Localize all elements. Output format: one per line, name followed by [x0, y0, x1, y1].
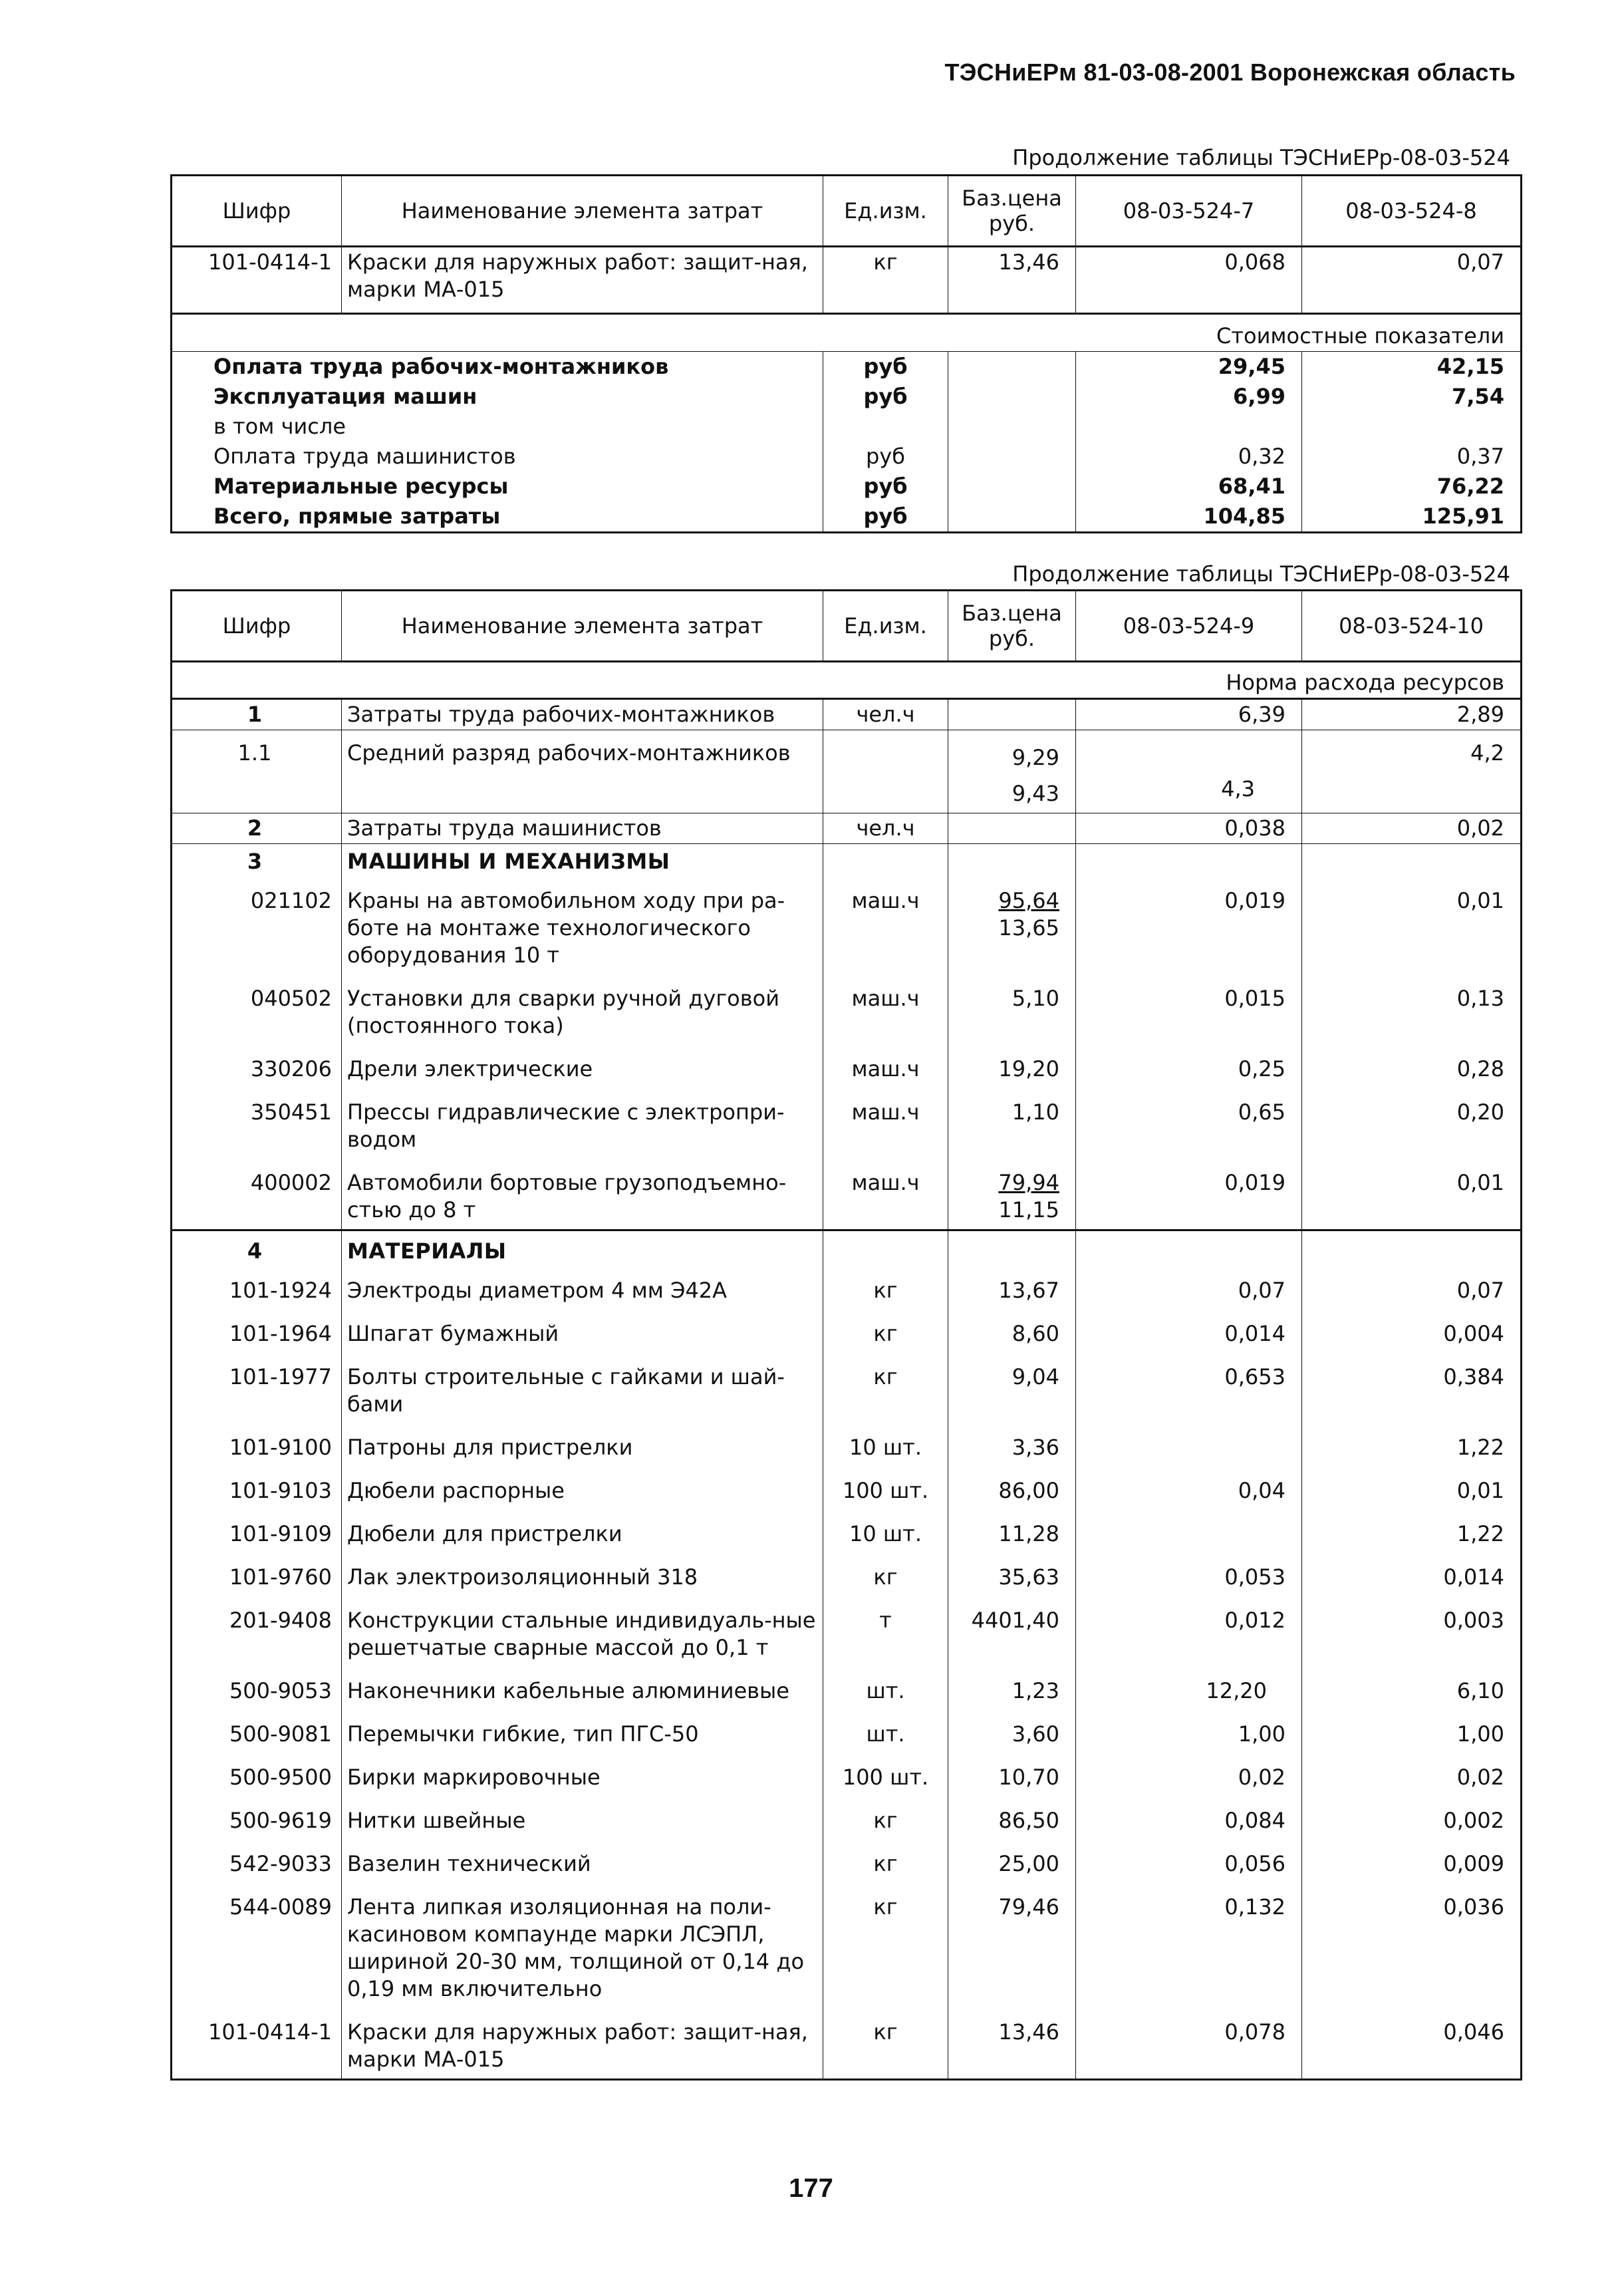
row-code: 101-0414-1 — [172, 2008, 342, 2080]
table2-continuation-caption: Продолжение таблицы ТЭСНиЕРр-08-03-524 — [1012, 561, 1510, 587]
cost-unit — [823, 412, 948, 442]
row-value-9 — [1076, 1423, 1302, 1467]
col-header-code: Шифр — [172, 176, 342, 247]
material-row — [172, 1423, 1522, 1467]
row-code: 500-9619 — [172, 1796, 342, 1840]
row-unit: 10 шт. — [823, 1423, 948, 1467]
row-price: 10,70 — [948, 1753, 1076, 1796]
row-code: 040502 — [172, 974, 342, 1045]
table-row — [172, 730, 1522, 813]
row-value-7: 0,068 — [1076, 247, 1302, 314]
row-name: Дрели электрические — [342, 1045, 823, 1088]
row-unit: шт. — [823, 1667, 948, 1710]
row-unit: шт. — [823, 1710, 948, 1753]
cost-name: Материальные ресурсы — [172, 472, 823, 502]
cost-value-8: 125,91 — [1302, 502, 1522, 533]
cost-value-8 — [1302, 412, 1522, 442]
section-number: 4 — [172, 1230, 342, 1267]
cost-value-8: 7,54 — [1302, 382, 1522, 412]
row-name: Лента липкая изоляционная на поли-касиновом компаунде марки ЛСЭПЛ, шириной 20-30 мм, толщиной от 0,14 до 0,19 мм включительно — [342, 1883, 823, 2008]
row-name: Установки для сварки ручной дуговой (постоянного тока) — [342, 974, 823, 1045]
row-value-9: 6,39 — [1076, 699, 1302, 730]
col-header-price: Баз.цена руб. — [948, 591, 1076, 662]
row-value-9: 0,014 — [1076, 1310, 1302, 1353]
material-row — [172, 1266, 1522, 1310]
cost-header-row — [172, 314, 1522, 352]
row-name: Бирки маркировочные — [342, 1753, 823, 1796]
row-code: 101-9100 — [172, 1423, 342, 1467]
norm-header: Норма расхода ресурсов — [1226, 670, 1504, 695]
row-price: 35,63 — [948, 1553, 1076, 1596]
row-price: 3,60 — [948, 1710, 1076, 1753]
row-value-9: 0,015 — [1076, 974, 1302, 1045]
row-code: 101-0414-1 — [172, 247, 342, 314]
section-title: МАТЕРИАЛЫ — [342, 1230, 823, 1267]
row-name: Шпагат бумажный — [342, 1310, 823, 1353]
cost-unit: руб — [823, 442, 948, 472]
row-code: 101-1924 — [172, 1266, 342, 1310]
row-code: 542-9033 — [172, 1840, 342, 1883]
row-price: 79,46 — [948, 1883, 1076, 2008]
row-name: Электроды диаметром 4 мм Э42А — [342, 1266, 823, 1310]
row-name: Средний разряд рабочих-монтажников — [342, 730, 823, 813]
row-value-8: 0,07 — [1302, 247, 1522, 314]
row-price: 5,10 — [948, 974, 1076, 1045]
material-row — [172, 1553, 1522, 1596]
col-header-code-7: 08-03-524-7 — [1076, 176, 1302, 247]
row-price: 9,04 — [948, 1353, 1076, 1423]
cost-name: Оплата труда машинистов — [172, 442, 823, 472]
row-price — [948, 877, 1076, 974]
col-header-name: Наименование элемента затрат — [342, 591, 823, 662]
row-value-10: 1,00 — [1302, 1710, 1522, 1753]
machine-row — [172, 1159, 1522, 1230]
cost-row — [172, 442, 1522, 472]
cost-row — [172, 352, 1522, 382]
row-code: 021102 — [172, 877, 342, 974]
row-value-9: 4,3 — [1076, 730, 1302, 813]
cost-header: Стоимостные показатели — [172, 314, 1522, 352]
section-number: 3 — [172, 844, 342, 877]
row-value-9: 0,038 — [1076, 813, 1302, 844]
row-code: 101-9109 — [172, 1510, 342, 1553]
row-unit: маш.ч — [823, 877, 948, 974]
row-unit: кг — [823, 2008, 948, 2080]
cost-price — [948, 502, 1076, 533]
row-value-9: 0,04 — [1076, 1467, 1302, 1510]
row-code: 350451 — [172, 1088, 342, 1159]
cost-row — [172, 472, 1522, 502]
row-code: 101-1977 — [172, 1353, 342, 1423]
row-code: 330206 — [172, 1045, 342, 1088]
row-value-10: 0,01 — [1302, 1159, 1522, 1230]
material-row — [172, 1883, 1522, 2008]
row-value-10: 0,009 — [1302, 1840, 1522, 1883]
cost-unit: руб — [823, 472, 948, 502]
row-name: Прессы гидравлические с электропри-водом — [342, 1088, 823, 1159]
row-price — [948, 1159, 1076, 1230]
price-secondary: 11,15 — [998, 1197, 1059, 1222]
page-number: 177 — [789, 2174, 833, 2203]
machine-row — [172, 1045, 1522, 1088]
row-value-10: 0,02 — [1302, 1753, 1522, 1796]
row-value-10: 0,046 — [1302, 2008, 1522, 2080]
row-unit — [823, 730, 948, 813]
row-name: Краски для наружных работ: защит-ная, марки МА-015 — [342, 2008, 823, 2080]
row-value-9: 0,084 — [1076, 1796, 1302, 1840]
row-name: Вазелин технический — [342, 1840, 823, 1883]
row-unit: чел.ч — [823, 699, 948, 730]
row-code: 101-1964 — [172, 1310, 342, 1353]
cost-unit: руб — [823, 352, 948, 382]
row-value-10: 0,003 — [1302, 1596, 1522, 1667]
row-value-10: 6,10 — [1302, 1667, 1522, 1710]
cost-unit: руб — [823, 502, 948, 533]
cost-value-8: 0,37 — [1302, 442, 1522, 472]
row-name: Автомобили бортовые грузоподъемно-стью до 8 т — [342, 1159, 823, 1230]
material-row — [172, 1467, 1522, 1510]
machine-row — [172, 877, 1522, 974]
cost-price — [948, 442, 1076, 472]
row-name: Затраты труда рабочих-монтажников — [342, 699, 823, 730]
row-name: Перемычки гибкие, тип ПГС-50 — [342, 1710, 823, 1753]
col-header-code-8: 08-03-524-8 — [1302, 176, 1522, 247]
row-unit: 100 шт. — [823, 1753, 948, 1796]
row-value-10: 0,13 — [1302, 974, 1522, 1045]
table1-resources — [170, 174, 1522, 533]
row-price — [948, 730, 1076, 813]
row-code: 2 — [172, 813, 342, 844]
row-code: 500-9500 — [172, 1753, 342, 1796]
row-name: Дюбели для пристрелки — [342, 1510, 823, 1553]
row-name: Наконечники кабельные алюминиевые — [342, 1667, 823, 1710]
col-header-unit: Ед.изм. — [823, 176, 948, 247]
row-value-10: 0,036 — [1302, 1883, 1522, 2008]
table-row — [172, 699, 1522, 730]
row-name: Болты строительные с гайками и шай-бами — [342, 1353, 823, 1423]
row-value-10: 2,89 — [1302, 699, 1522, 730]
cost-price — [948, 382, 1076, 412]
row-name: Нитки швейные — [342, 1796, 823, 1840]
cost-name: Эксплуатация машин — [172, 382, 823, 412]
row-value-9: 0,053 — [1076, 1553, 1302, 1596]
table-row — [172, 247, 1522, 314]
material-row — [172, 1667, 1522, 1710]
row-price: 11,28 — [948, 1510, 1076, 1553]
table1-header-row — [172, 176, 1522, 247]
row-price — [948, 699, 1076, 730]
machine-row — [172, 1088, 1522, 1159]
row-value-10: 0,002 — [1302, 1796, 1522, 1840]
cost-value-7: 104,85 — [1076, 502, 1302, 533]
col-header-price: Баз.цена руб. — [948, 176, 1076, 247]
row-name: Конструкции стальные индивидуаль-ные решетчатые сварные массой до 0,1 т — [342, 1596, 823, 1667]
material-row — [172, 1796, 1522, 1840]
row-price: 8,60 — [948, 1310, 1076, 1353]
cost-value-8: 76,22 — [1302, 472, 1522, 502]
section-row — [172, 1230, 1522, 1267]
row-value-10: 1,22 — [1302, 1423, 1522, 1467]
col-header-unit: Ед.изм. — [823, 591, 948, 662]
row-unit: маш.ч — [823, 1159, 948, 1230]
row-unit: кг — [823, 1353, 948, 1423]
cost-name: Всего, прямые затраты — [172, 502, 823, 533]
material-row — [172, 1753, 1522, 1796]
material-row — [172, 1840, 1522, 1883]
row-value-10: 0,28 — [1302, 1045, 1522, 1088]
row-code: 544-0089 — [172, 1883, 342, 2008]
row-value-10: 0,01 — [1302, 1467, 1522, 1510]
row-value-9: 0,653 — [1076, 1353, 1302, 1423]
row-unit: 10 шт. — [823, 1510, 948, 1553]
row-unit: кг — [823, 247, 948, 314]
row-value-10: 0,004 — [1302, 1310, 1522, 1353]
row-price: 25,00 — [948, 1840, 1076, 1883]
price-secondary: 9,43 — [1012, 781, 1059, 806]
cost-row — [172, 382, 1522, 412]
row-price: 86,00 — [948, 1467, 1076, 1510]
price-primary: 9,29 — [1012, 745, 1059, 770]
row-value-9: 0,07 — [1076, 1266, 1302, 1310]
price-primary: 79,94 — [998, 1170, 1059, 1195]
row-unit: маш.ч — [823, 974, 948, 1045]
cost-value-8: 42,15 — [1302, 352, 1522, 382]
row-value-10: 1,22 — [1302, 1510, 1522, 1553]
row-value-10: 0,07 — [1302, 1266, 1522, 1310]
row-code: 1 — [172, 699, 342, 730]
document-header: ТЭСНиЕРм 81-03-08-2001 Воронежская область — [944, 59, 1516, 86]
table2-resources — [170, 589, 1522, 2081]
row-value-10: 0,01 — [1302, 877, 1522, 974]
material-row — [172, 1710, 1522, 1753]
row-unit: кг — [823, 1796, 948, 1840]
row-value-9: 0,078 — [1076, 2008, 1302, 2080]
row-value-10: 0,20 — [1302, 1088, 1522, 1159]
row-price: 19,20 — [948, 1045, 1076, 1088]
cost-unit: руб — [823, 382, 948, 412]
row-value-10: 4,2 — [1302, 730, 1522, 813]
row-name: Патроны для пристрелки — [342, 1423, 823, 1467]
row-value-9: 0,132 — [1076, 1883, 1302, 2008]
row-unit: кг — [823, 1310, 948, 1353]
section-title: МАШИНЫ И МЕХАНИЗМЫ — [342, 844, 823, 877]
cost-value-7: 29,45 — [1076, 352, 1302, 382]
col-header-name: Наименование элемента затрат — [342, 176, 823, 247]
row-unit: кг — [823, 1883, 948, 2008]
row-value-9: 1,00 — [1076, 1710, 1302, 1753]
cost-value-7 — [1076, 412, 1302, 442]
row-unit: т — [823, 1596, 948, 1667]
row-price: 1,10 — [948, 1088, 1076, 1159]
row-value-9: 0,02 — [1076, 1753, 1302, 1796]
col-header-code-10: 08-03-524-10 — [1302, 591, 1522, 662]
cost-row — [172, 502, 1522, 533]
row-name: Дюбели распорные — [342, 1467, 823, 1510]
row-price: 3,36 — [948, 1423, 1076, 1467]
row-name: Затраты труда машинистов — [342, 813, 823, 844]
row-value-9: 0,019 — [1076, 1159, 1302, 1230]
row-price: 4401,40 — [948, 1596, 1076, 1667]
row-unit: кг — [823, 1266, 948, 1310]
cost-price — [948, 352, 1076, 382]
material-row — [172, 1596, 1522, 1667]
row-price: 86,50 — [948, 1796, 1076, 1840]
row-value-10: 0,02 — [1302, 813, 1522, 844]
norm-header-row — [172, 662, 1522, 699]
row-value-10: 0,384 — [1302, 1353, 1522, 1423]
cost-name: Оплата труда рабочих-монтажников — [172, 352, 823, 382]
col-header-code: Шифр — [172, 591, 342, 662]
material-row — [172, 1310, 1522, 1353]
row-code: 500-9081 — [172, 1710, 342, 1753]
machine-row — [172, 974, 1522, 1045]
row-value-9: 0,056 — [1076, 1840, 1302, 1883]
row-price: 13,67 — [948, 1266, 1076, 1310]
table2-header-row — [172, 591, 1522, 662]
row-value-9: 12,20 — [1076, 1667, 1302, 1710]
section-row — [172, 844, 1522, 877]
row-value-10: 0,014 — [1302, 1553, 1522, 1596]
row-name: Лак электроизоляционный 318 — [342, 1553, 823, 1596]
price-primary: 95,64 — [998, 888, 1059, 913]
row-unit: маш.ч — [823, 1088, 948, 1159]
col-header-code-9: 08-03-524-9 — [1076, 591, 1302, 662]
table-row — [172, 813, 1522, 844]
row-code: 101-9103 — [172, 1467, 342, 1510]
material-row — [172, 1510, 1522, 1553]
cost-name: в том числе — [172, 412, 823, 442]
row-price: 13,46 — [948, 2008, 1076, 2080]
row-code: 1.1 — [172, 730, 342, 813]
row-value-9: 0,25 — [1076, 1045, 1302, 1088]
cost-value-7: 6,99 — [1076, 382, 1302, 412]
cost-value-7: 0,32 — [1076, 442, 1302, 472]
row-code: 101-9760 — [172, 1553, 342, 1596]
cost-row — [172, 412, 1522, 442]
material-row — [172, 2008, 1522, 2080]
cost-price — [948, 412, 1076, 442]
cost-price — [948, 472, 1076, 502]
price-secondary: 13,65 — [998, 915, 1059, 940]
material-row — [172, 1353, 1522, 1423]
row-unit: маш.ч — [823, 1045, 948, 1088]
row-unit: чел.ч — [823, 813, 948, 844]
row-name: Краны на автомобильном ходу при ра-боте на монтаже технологического оборудования 10 т — [342, 877, 823, 974]
row-code: 500-9053 — [172, 1667, 342, 1710]
row-price: 1,23 — [948, 1667, 1076, 1710]
row-code: 400002 — [172, 1159, 342, 1230]
row-value-9: 0,019 — [1076, 877, 1302, 974]
row-value-9 — [1076, 1510, 1302, 1553]
row-value-9: 0,012 — [1076, 1596, 1302, 1667]
row-value-9: 0,65 — [1076, 1088, 1302, 1159]
row-name: Краски для наружных работ: защит-ная, марки МА-015 — [342, 247, 823, 314]
row-code: 201-9408 — [172, 1596, 342, 1667]
row-price — [948, 813, 1076, 844]
row-unit: кг — [823, 1840, 948, 1883]
row-unit: 100 шт. — [823, 1467, 948, 1510]
table1-continuation-caption: Продолжение таблицы ТЭСНиЕРр-08-03-524 — [1012, 145, 1510, 170]
row-unit: кг — [823, 1553, 948, 1596]
cost-value-7: 68,41 — [1076, 472, 1302, 502]
row-price: 13,46 — [948, 247, 1076, 314]
